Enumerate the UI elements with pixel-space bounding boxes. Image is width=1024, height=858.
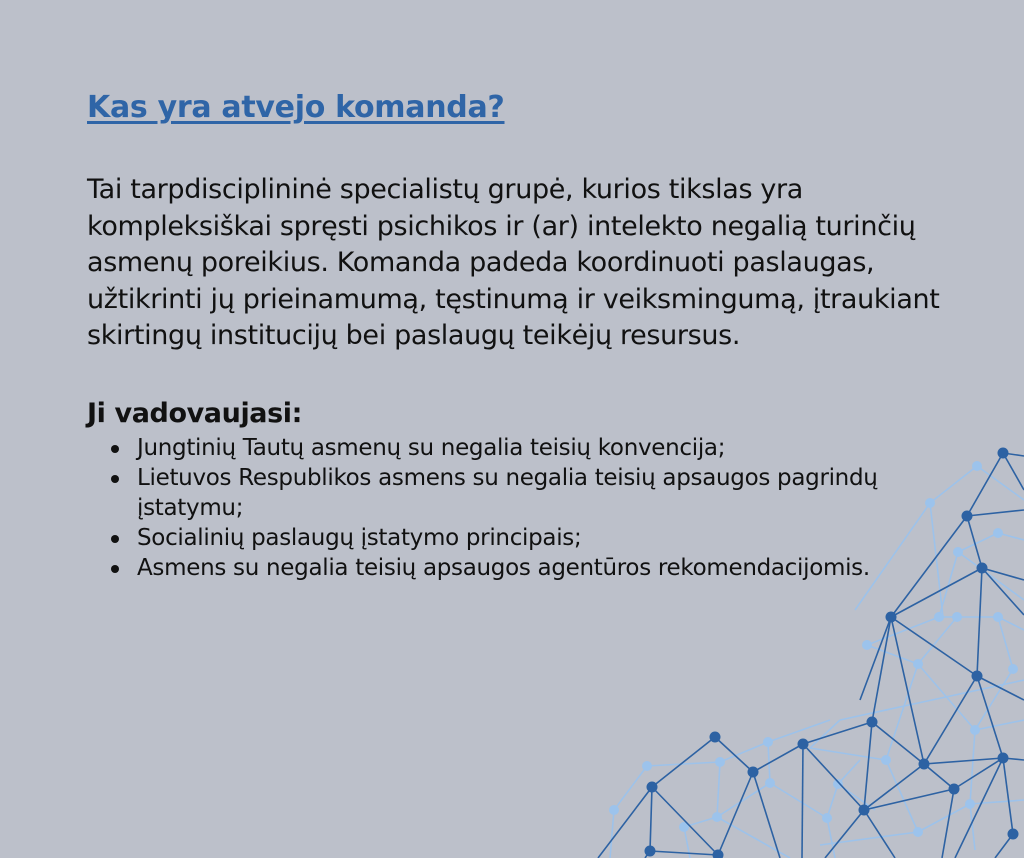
list-item — [111, 463, 917, 523]
bullet-icon — [111, 565, 119, 573]
list-item-text: Lietuvos Respublikos asmens su negalia teisių apsaugos pagrindų įstatymu; — [137, 464, 878, 521]
principles-list — [87, 433, 987, 583]
bullet-icon — [111, 475, 119, 483]
principles-heading: Ji vadovaujasi: — [87, 397, 303, 429]
bullet-icon — [111, 535, 119, 543]
page-title: Kas yra atvejo komanda? — [87, 90, 505, 125]
list-item — [111, 523, 917, 553]
list-item-text: Jungtinių Tautų asmenų su negalia teisių konvencija; — [137, 434, 726, 461]
list-item-text: Asmens su negalia teisių apsaugos agentūros rekomendacijomis. — [137, 554, 870, 581]
intro-paragraph: Tai tarpdisciplininė specialistų grupė, kurios tikslas yra kompleksiškai spręsti psichikos ir (ar) intelekto negalią turinčių asmenų poreikius. Komanda padeda koordinuoti paslaugas, užtikrinti jų prieinamumą, tęstinumą ir veiksmingumą, įtraukiant skirtingų institucijų bei paslaugų teikėjų resursus. — [87, 174, 940, 351]
list-item — [111, 553, 917, 583]
list-item — [111, 433, 917, 463]
bullet-icon — [111, 445, 119, 453]
list-item-text: Socialinių paslaugų įstatymo principais; — [137, 524, 582, 551]
info-card — [87, 88, 987, 583]
